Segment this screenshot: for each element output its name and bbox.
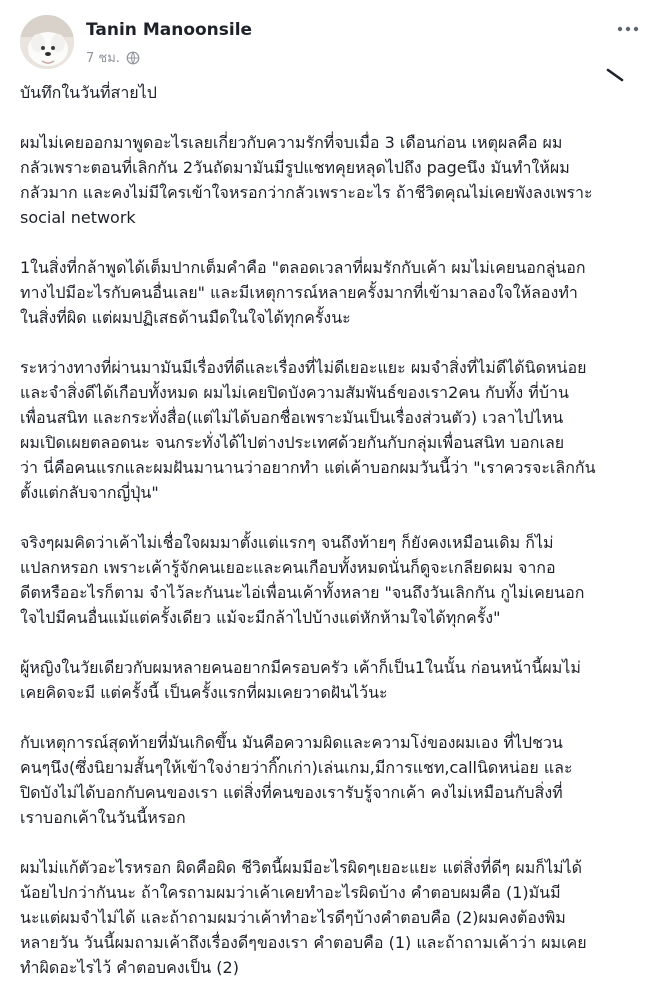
author-name[interactable]: Tanin Manoonsile: [86, 20, 253, 40]
post-body: [20, 80, 642, 1005]
post-paragraph: ผู้หญิงในวัยเดียวกับผมหลายคนอยากมีครอบครัว เค้าก็เป็น1ในนั้น ก่อนหน้านี้ผมไม่ เคยคิดจะมี แต่ครั้งนี้ เป็นครั้งแรกที่ผมเคยวาดฝันไว้นะ: [20, 658, 581, 702]
avatar[interactable]: [20, 15, 74, 69]
post-time[interactable]: 7 ชม.: [86, 51, 120, 66]
post-title: บันทึกในวันที่สายไป: [20, 83, 157, 102]
avatar-photo: [20, 15, 74, 69]
post-header: [0, 0, 650, 72]
more-options-icon[interactable]: [616, 22, 640, 36]
post-paragraph: ผมไม่แก้ตัวอะไรหรอก ผิดคือผิด ชีวิตนี้ผมมีอะไรผิดๆเยอะแยะ แต่สิ่งที่ดีๆ ผมก็ไม่ได้ น้อยไปกว่ากันนะ ถ้าใครถามผมว่าเค้าเคยทำอะไรผิดบ้าง คำตอบผมคือ (1)มันมี นะแต่ผมจำไม่ได้ และถ้าถามผมว่าเค้าทำอะไรดีๆบ้างคำตอบคือ (2)ผมคงต้องพิม หลายวัน วันนี้ผมถามเค้าถึงเรื่องดีๆของเรา คำตอบคือ (1) และถ้าถามเค้าว่า ผมเคย ทำผิดอะไรไว้ คำตอบคงเป็น (2): [20, 858, 587, 977]
post-paragraph: จริงๆผมคิดว่าเค้าไม่เชื่อใจผมมาตั้งแต่แรกๆ จนถึงท้ายๆ ก็ยังคงเหมือนเดิม ก็ไม่ แปลกหรอก เพราะเค้ารู้จักคนเยอะและคนเกือบทั้งหมดนั่นก็ดูจะเกลียดผม จากอ ดีตหรืออะไรก็ตาม จำไว้ละกันนะไอ่เพื่อนเค้าทั้งหลาย "จนถึงวันเลิกกัน กูไม่เคยนอก ใจไปมีคนอื่นแม้แต่ครั้งเดียว แม้จะมีกล้าไปบ้างแต่หักห้ามใจได้ทุกครั้ง": [20, 533, 585, 627]
post-paragraph: ระหว่างทางที่ผ่านมามันมีเรื่องที่ดีและเรื่องที่ไม่ดีเยอะแยะ ผมจำสิ่งที่ไม่ดีได้นิดหน่อย และจำสิ่งดีได้เกือบทั้งหมด ผมไม่เคยปิดบังความสัมพันธ์ของเรา2คน กับทั้ง ที่บ้าน เพื่อนสนิท และกระทั่งสื่อ(แต่ไม่ได้บอกชื่อเพราะมันเป็นเรื่องส่วนตัว) เวลาไปไหน ผมเปิดเผยตลอดนะ จนกระทั่งได้ไปต่างประเทศด้วยกันกับกลุ่มเพื่อนสนิท บอกเลย ว่า นี่คือคนแรกและผมฝันมานานว่าอยากทำ แต่เค้าบอกผมวันนี้ว่า "เราควรจะเลิกกัน ตั้งแต่กลับจากญี่ปุ่น": [20, 358, 596, 502]
post-paragraph: กับเหตุการณ์สุดท้ายที่มันเกิดขึ้น มันคือความผิดและความโง่ของผมเอง ที่ไปชวน คนๆนึง(ซึ่งนิยามสั้นๆให้เข้าใจง่ายว่ากิ๊กเก่า)เล่นเกม,มีการแชท,callนิดหน่อย และ ปิดบังไม่ได้บอกกับคนของเรา แต่สิ่งที่คนของเรารับรู้จากเค้า คงไม่เหมือนกับสิ่งที่ เราบอกเค้าในวันนี้หรอก: [20, 733, 573, 827]
globe-icon: [126, 51, 140, 65]
post-paragraph: ผมไม่เคยออกมาพูดอะไรเลยเกี่ยวกับความรักที่จบเมื่อ 3 เดือนก่อน เหตุผลคือ ผม กลัวเพราะตอนที่เลิกกัน 2วันถัดมามันมีรูปแชทคุยหลุดไปถึง pageนึง มันทำให้ผม กลัวมาก และคงไม่มีใครเข้าใจหรอกว่ากลัวเพราะอะไร ถ้าชีวิตคุณไม่เคยพังลงเพราะ social network: [20, 133, 593, 227]
post-meta: [86, 47, 140, 68]
post-paragraph: 1ในสิ่งที่กล้าพูดได้เต็มปากเต็มคำคือ "ตลอดเวลาที่ผมรักกับเค้า ผมไม่เคยนอกลู่นอก ทางไปมีอะไรกับคนอื่นเลย" และมีเหตุการณ์หลายครั้งมากที่เข้ามาลองใจให้ลองทำ ในสิ่งที่ผิด แต่ผมปฏิเสธด้านมืดในใจได้ทุกครั้งนะ: [20, 258, 586, 327]
